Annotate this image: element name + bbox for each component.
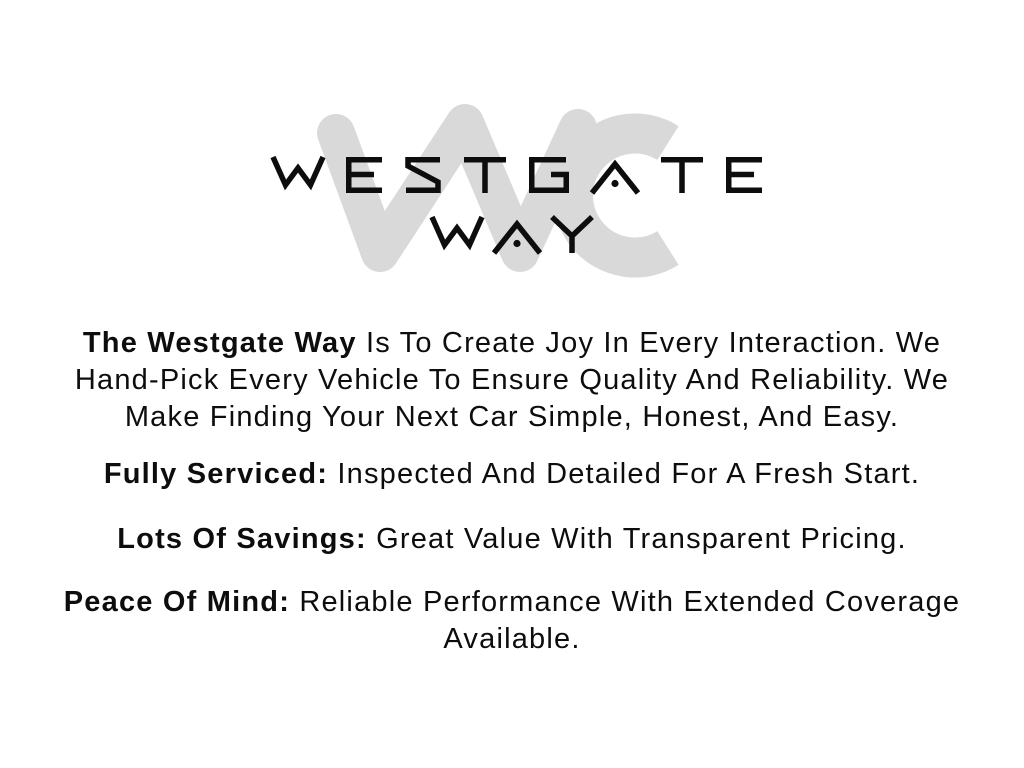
wordmark-line1-letter-E (726, 157, 762, 193)
peace-of-mind-text: Reliable Performance With Extended Coverage (290, 586, 961, 618)
body-copy (0, 325, 1024, 658)
wordmark-line1-letter-E (346, 157, 382, 193)
fully-serviced-paragraph (0, 456, 1024, 493)
watermark-letter-C (573, 134, 668, 258)
wordmark-line1-letter-W (273, 157, 323, 185)
wordmark-line1-letter-T (661, 157, 703, 193)
fully-serviced-label: Fully Serviced: (103, 458, 329, 490)
fully-serviced-line (0, 456, 1024, 493)
peace-of-mind-line-2: Available. (443, 623, 581, 655)
intro-paragraph (0, 325, 1024, 436)
peace-of-mind-line-1 (0, 584, 1024, 621)
wordmark-line1-letter-A-dot (611, 180, 618, 187)
fully-serviced-text: Inspected And Detailed For A Fresh Start. (328, 458, 921, 490)
lots-of-savings-text: Great Value With Transparent Pricing. (366, 523, 907, 555)
intro-line-1 (0, 325, 1024, 362)
peace-of-mind-paragraph (0, 584, 1024, 658)
wordmark-line2-letter-A-dot (513, 240, 520, 247)
intro-line-2: Hand-Pick Every Vehicle To Ensure Quality And Reliability. We (74, 364, 950, 396)
wordmark-line2-letter-W (432, 217, 482, 245)
peace-of-mind-label: Peace Of Mind: (63, 586, 291, 618)
intro-line-3: Make Finding Your Next Car Simple, Honest, And Easy. (124, 401, 900, 433)
wc-monogram-watermark (336, 123, 668, 258)
lots-of-savings-line (0, 521, 1024, 558)
westgate-way-logo (0, 0, 1024, 310)
lots-of-savings-label: Lots Of Savings: (117, 523, 367, 555)
intro-line-1-rest: Is To Create Joy In Every Interaction. We (356, 327, 942, 359)
intro-bold-lead: The Westgate Way (82, 327, 357, 359)
lots-of-savings-paragraph (0, 521, 1024, 558)
